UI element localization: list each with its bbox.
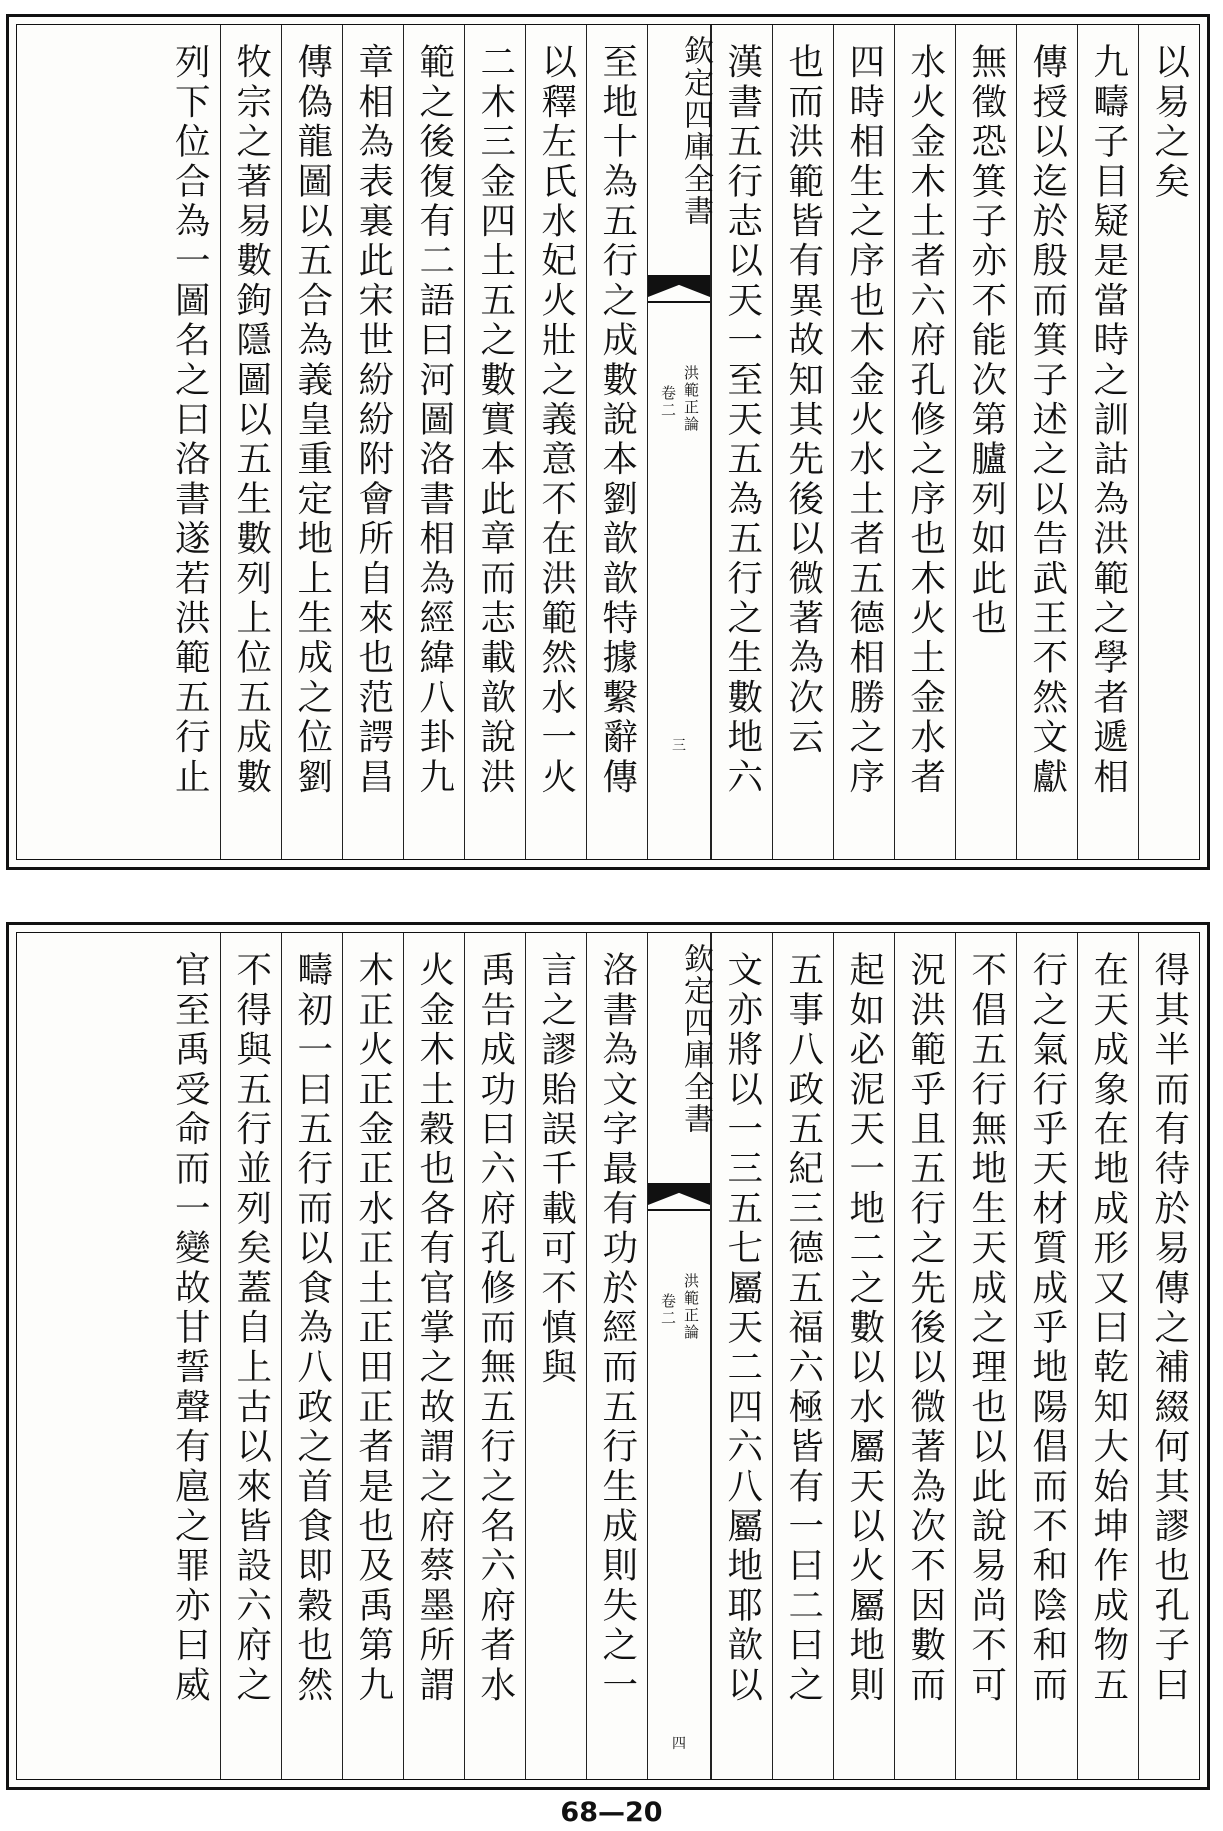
center-fold-spine	[647, 25, 711, 859]
text-column	[772, 933, 833, 1779]
text-frame-bottom	[16, 932, 1200, 1780]
text-column	[1138, 25, 1199, 859]
fish-tail-line	[648, 301, 710, 303]
text-column	[1016, 933, 1077, 1779]
column-text: 禹告成功曰六府孔修而無五行之名六府者水	[474, 951, 516, 1706]
column-text: 五事八政五紀三德五福六極皆有一曰二曰之	[782, 951, 824, 1706]
text-column	[772, 25, 833, 859]
text-column	[711, 25, 772, 859]
text-column	[220, 25, 281, 859]
page-bottom	[6, 922, 1210, 1790]
column-text: 洛書為文字最有功於經而五行生成則失之一	[596, 951, 638, 1706]
column-text: 不得與五行並列矣蓋自上古以來皆設六府之	[230, 951, 272, 1706]
text-column	[955, 933, 1016, 1779]
leaf-number: 三	[672, 738, 686, 754]
fish-tail-line	[648, 1209, 710, 1211]
page-code: 68—20	[560, 1797, 663, 1828]
text-column	[586, 933, 647, 1779]
column-text: 九疇子目疑是當時之訓詁為洪範之學者遞相	[1087, 43, 1129, 798]
text-column	[1138, 933, 1199, 1779]
column-text: 至地十為五行之成數說本劉歆歆特據繫辭傳	[596, 43, 638, 798]
text-column	[403, 933, 464, 1779]
column-text: 也而洪範皆有異故知其先後以微著為次云	[782, 43, 824, 758]
leaf-number: 四	[672, 1736, 686, 1752]
fish-tail-ornament	[648, 1183, 710, 1205]
column-text: 火金木土穀也各有官掌之故謂之府蔡墨所謂	[413, 951, 455, 1706]
text-column	[281, 933, 342, 1779]
text-column	[1077, 933, 1138, 1779]
chapter-title: 洪範正論	[682, 1273, 700, 1341]
column-text: 言之謬貽誤千載可不慎與	[535, 951, 577, 1388]
column-text: 行之氣行乎天材質成乎地陽倡而不和陰和而	[1026, 951, 1068, 1706]
column-text: 起如必泥天一地二之數以水屬天以火屬地則	[843, 951, 885, 1706]
book-title: 欽定四庫全書	[678, 943, 713, 1135]
text-column	[464, 933, 525, 1779]
column-text: 在天成象在地成形又曰乾知大始坤作成物五	[1087, 951, 1129, 1706]
volume-label: 卷二	[659, 385, 677, 419]
text-column	[403, 25, 464, 859]
chapter-title: 洪範正論	[682, 365, 700, 433]
column-text: 得其半而有待於易傳之補綴何其謬也孔子曰	[1148, 951, 1190, 1706]
text-column	[464, 25, 525, 859]
column-text: 列下位合為一圖名之曰洛書遂若洪範五行止	[169, 43, 211, 798]
column-text: 以釋左氏水妃火壯之義意不在洪範然水一火	[535, 43, 577, 798]
column-text: 四時相生之序也木金火水土者五德相勝之序	[843, 43, 885, 798]
text-column	[955, 25, 1016, 859]
column-text: 木正火正金正水正土正田正者是也及禹第九	[352, 951, 394, 1706]
volume-label: 卷二	[659, 1293, 677, 1327]
column-text: 況洪範乎且五行之先後以微著為次不因數而	[904, 951, 946, 1706]
column-text: 牧宗之著易數鉤隱圖以五生數列上位五成數	[230, 43, 272, 798]
text-column	[342, 933, 403, 1779]
center-fold-spine	[647, 933, 711, 1779]
text-column	[833, 25, 894, 859]
text-column	[525, 25, 586, 859]
text-frame-top	[16, 24, 1200, 860]
column-text: 傳授以迄於殷而箕子述之以告武王不然文獻	[1026, 43, 1068, 798]
column-text: 以易之矣	[1148, 43, 1190, 202]
column-text: 範之後復有二語曰河圖洛書相為經緯八卦九	[413, 43, 455, 798]
column-text: 章相為表裏此宋世紛紛附會所自來也范諤昌	[352, 43, 394, 798]
column-text: 疇初一曰五行而以食為八政之首食即穀也然	[291, 951, 333, 1706]
column-text: 傳偽龍圖以五合為義皇重定地上生成之位劉	[291, 43, 333, 798]
column-text: 不倡五行無地生天成之理也以此說易尚不可	[965, 951, 1007, 1706]
column-text: 二木三金四土五之數實本此章而志載歆說洪	[474, 43, 516, 798]
book-title: 欽定四庫全書	[678, 35, 713, 227]
column-text: 官至禹受命而一變故甘誓聲有扈之罪亦曰威	[169, 951, 211, 1706]
text-column	[1016, 25, 1077, 859]
text-column	[711, 933, 772, 1779]
column-text: 文亦將以一三五七屬天二四六八屬地耶歆以	[721, 951, 763, 1706]
column-text: 水火金木土者六府孔修之序也木火土金水者	[904, 43, 946, 798]
text-column	[833, 933, 894, 1779]
text-column	[1077, 25, 1138, 859]
text-column	[220, 933, 281, 1779]
column-text: 漢書五行志以天一至天五為五行之生數地六	[721, 43, 763, 798]
text-column	[525, 933, 586, 1779]
text-column	[342, 25, 403, 859]
fish-tail-ornament	[648, 275, 710, 297]
text-column	[586, 25, 647, 859]
text-column	[281, 25, 342, 859]
page-top	[6, 14, 1210, 870]
text-column	[894, 25, 955, 859]
text-column	[894, 933, 955, 1779]
text-column	[159, 25, 220, 859]
column-text: 無徵恐箕子亦不能次第臚列如此也	[965, 43, 1007, 639]
text-column	[159, 933, 220, 1779]
